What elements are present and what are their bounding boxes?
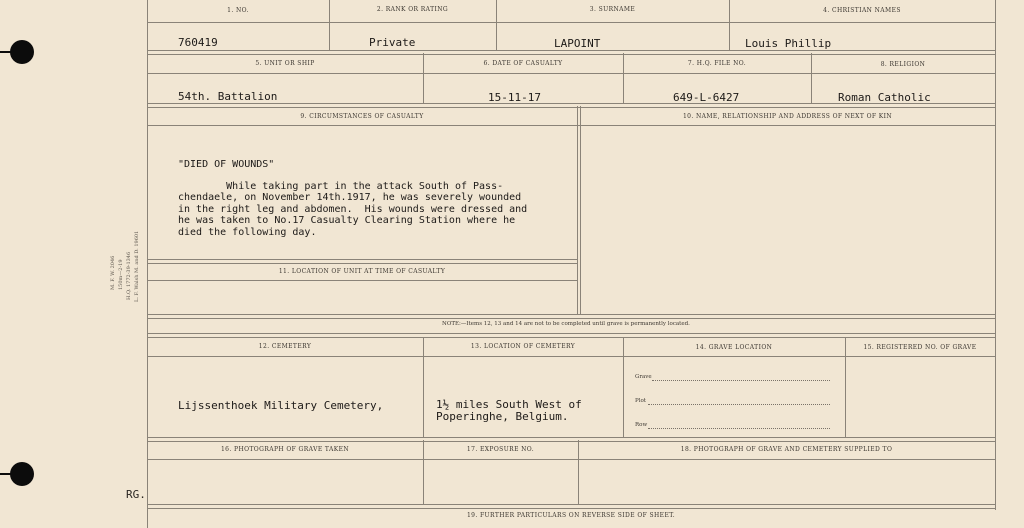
label-no: 1. NO.	[227, 7, 249, 14]
label-location-unit: 11. LOCATION OF UNIT AT TIME OF CASUALTY	[278, 268, 446, 275]
side-print-4: L. F. Walsh M. and D. 19601	[134, 230, 140, 302]
value-location-cemetery-2: Poperinghe, Belgium.	[436, 410, 569, 423]
right-border	[995, 0, 996, 510]
rule	[147, 259, 578, 264]
label-further: 19. FURTHER PARTICULARS ON REVERSE SIDE OF SHEET.	[466, 512, 676, 519]
plot-line	[648, 403, 830, 405]
rule	[147, 437, 995, 442]
label-rank: 2. RANK OR RATING	[376, 6, 449, 13]
circumstances-heading: "DIED OF WOUNDS"	[178, 159, 275, 170]
label-cemetery: 12. CEMETERY	[258, 343, 312, 350]
label-photo-taken: 16. PHOTOGRAPH OF GRAVE TAKEN	[220, 446, 350, 453]
label-registered-no: 15. REGISTERED NO. OF GRAVE	[863, 344, 977, 351]
label-grave: Grave	[635, 374, 652, 380]
label-location-cemetery: 13. LOCATION OF CEMETERY	[470, 343, 576, 350]
label-plot: Plot	[635, 398, 646, 404]
side-print-2: 150m—2-19	[118, 259, 124, 290]
divider	[623, 337, 624, 437]
punch-hole-bottom-line	[0, 473, 14, 475]
label-circumstances: 9. CIRCUMSTANCES OF CASUALTY	[300, 113, 424, 120]
value-date-casualty: 15-11-17	[488, 91, 541, 104]
note: NOTE:—Items 12, 13 and 14 are not to be completed until grave is permanently located.	[442, 321, 690, 327]
label-grave-location: 14. GRAVE LOCATION	[695, 344, 773, 351]
value-hq-file: 649-L-6427	[673, 91, 740, 104]
row-line	[648, 427, 830, 429]
value-surname: LAPOINT	[554, 37, 601, 50]
label-next-of-kin: 10. NAME, RELATIONSHIP AND ADDRESS OF NEXT OF KIN	[682, 113, 893, 120]
value-cemetery: Lijssenthoek Military Cemetery,	[178, 399, 384, 412]
grave-line	[652, 379, 830, 381]
rule	[147, 333, 995, 338]
corner-mark: RG.	[126, 488, 146, 501]
circumstances-body: While taking part in the attack South of Pass- chendaele, on November 14th.1917, he was severely wounded in the right leg and abdomen. His wounds were dressed and he was taken to No.17 Casualty Clearing Station where he died the following day.	[178, 181, 528, 238]
rule	[147, 73, 995, 74]
value-religion: Roman Catholic	[838, 91, 931, 104]
label-photo-supplied: 18. PHOTOGRAPH OF GRAVE AND CEMETERY SUPPLIED TO	[680, 446, 893, 453]
label-row: Row	[635, 422, 648, 428]
rule	[147, 50, 995, 55]
value-rank: Private	[369, 36, 416, 49]
side-print-3: H.Q. 1772-39-1346	[126, 251, 132, 300]
label-date-casualty: 6. DATE OF CASUALTY	[483, 60, 563, 67]
rule	[147, 356, 995, 357]
rule	[147, 125, 995, 126]
rule	[147, 459, 995, 460]
label-hq-file: 7. H.Q. FILE NO.	[687, 60, 747, 67]
divider	[580, 106, 581, 314]
side-print-1: M. F. W. 2046	[110, 255, 116, 290]
divider	[577, 106, 578, 314]
divider	[423, 337, 424, 437]
value-no: 760419	[178, 36, 218, 49]
punch-hole-top-line	[0, 51, 14, 53]
divider	[845, 337, 846, 437]
rule	[147, 280, 578, 281]
rule	[147, 22, 995, 23]
label-christian-names: 4. CHRISTIAN NAMES	[823, 7, 901, 14]
label-unit: 5. UNIT OR SHIP	[255, 60, 315, 67]
rule	[147, 314, 995, 319]
label-religion: 8. RELIGION	[880, 61, 926, 68]
value-christian-names: Louis Phillip	[745, 37, 832, 50]
label-surname: 3. SURNAME	[589, 6, 636, 13]
label-exposure: 17. EXPOSURE NO.	[466, 446, 535, 453]
value-location-cemetery-1: 1½ miles South West of	[436, 398, 582, 411]
value-unit: 54th. Battalion	[178, 90, 278, 103]
rule	[147, 504, 995, 509]
